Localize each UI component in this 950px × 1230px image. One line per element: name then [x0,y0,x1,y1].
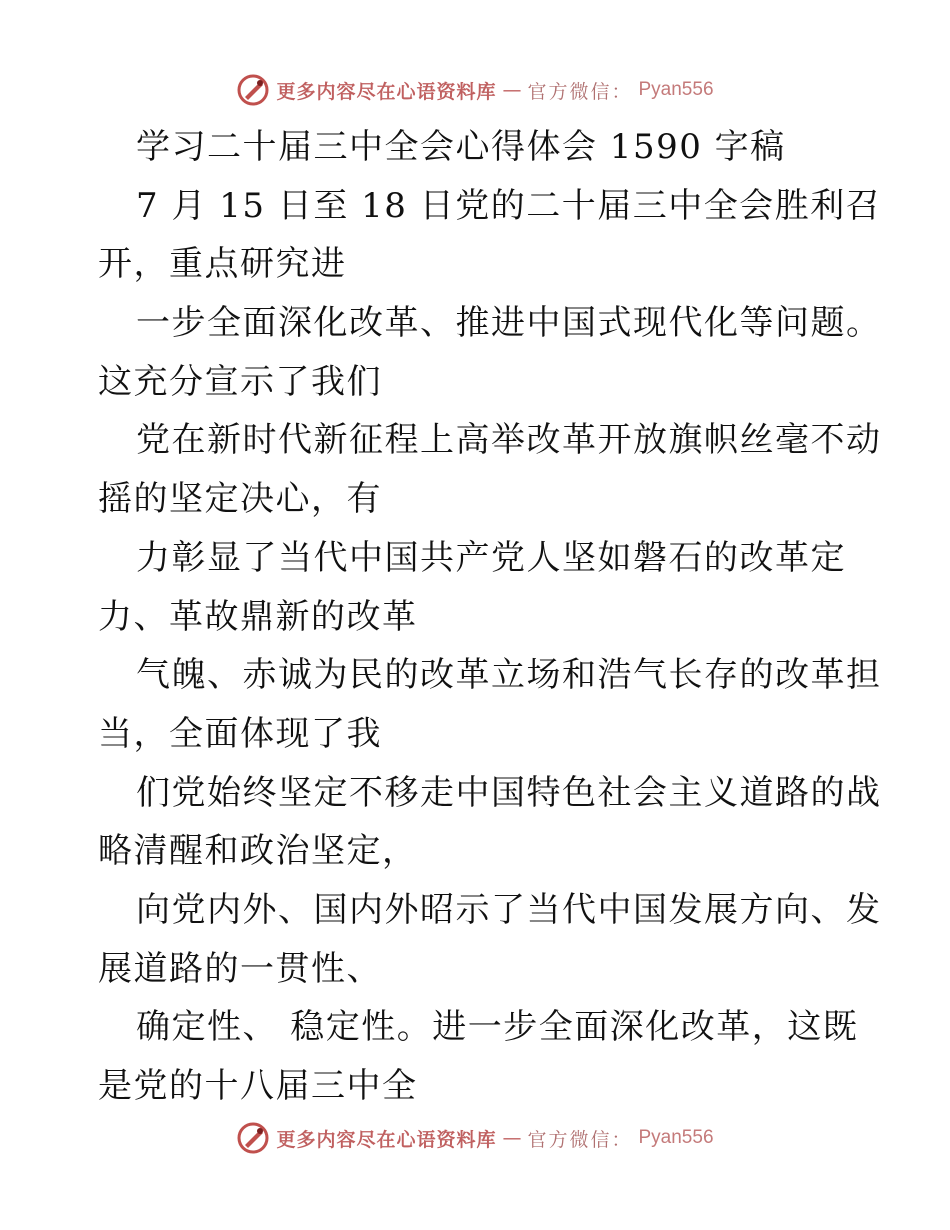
paragraph-line: 当，全面体现了我 [98,713,382,754]
banner-wechat-label: 官方微信： [527,1128,633,1151]
header-banner [0,70,950,110]
document-title: 学习二十届三中全会心得体会 1590 字稿 [136,127,786,167]
banner-site-name: 更多内容尽在心语资料库 [276,1128,497,1151]
paragraph-line: 这充分宣示了我们 [98,361,382,402]
paragraph-line: 是党的十八届三中全 [98,1066,418,1106]
paragraph-line: 气魄、赤诚为民的改革立场和浩气长存的改革担 [136,655,882,696]
paragraph-line: 力、革故鼎新的改革 [98,596,418,637]
paragraph-line: 7 月 15 日至 18 日党的二十届三中全会胜利召 [136,185,882,226]
banner-dash: — [502,79,522,101]
banner-site-name: 更多内容尽在心语资料库 [276,80,497,103]
brand-logo-icon [236,1121,270,1155]
paragraph-line: 们党始终坚定不移走中国特色社会主义道路的战 [136,772,882,813]
paragraph-line: 摇的坚定决心，有 [98,479,382,520]
banner-wechat-id: Pyan556 [638,1127,714,1148]
document-body [98,118,882,1116]
paragraph-line: 力彰显了当代中国共产党人坚如磐石的改革定 [136,537,846,578]
banner-wechat-label: 官方微信： [527,80,633,103]
paragraph-line: 略清醒和政治坚定， [98,831,418,872]
paragraph-line: 确定性、 稳定性。进一步全面深化改革，这既 [136,1007,859,1048]
paragraph-line: 向党内外、国内外昭示了当代中国发展方向、发 [136,889,882,930]
paragraph-line: 展道路的一贯性、 [98,948,382,989]
paragraph-line: 党在新时代新征程上高举改革开放旗帜丝毫不动 [136,420,882,461]
banner-wechat-id: Pyan556 [638,79,714,100]
paragraph-line: 一步全面深化改革、推进中国式现代化等问题。 [136,303,882,344]
brand-logo-icon [236,73,270,107]
banner-dash: — [502,1127,522,1149]
footer-banner [0,1118,950,1158]
paragraph-line: 开，重点研究进 [98,244,347,285]
